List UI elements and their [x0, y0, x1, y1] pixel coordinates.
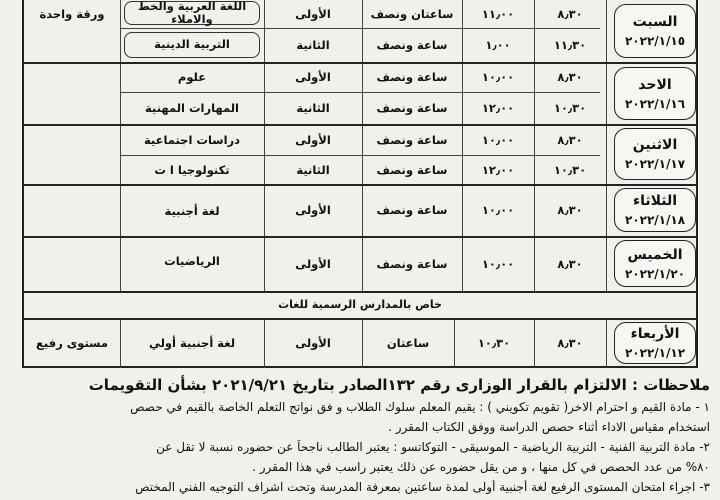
grid-line [606, 318, 607, 368]
duration: ساعة ونصف [376, 132, 448, 147]
duration: ساعتان [386, 336, 430, 350]
note-line: ٨٠% من عدد الحصص في كل منها ، و من يقل حضوره عن ذلك يعتبر راسب في هذا المقرر . [252, 460, 710, 474]
start-time: ٨٫٣٠ [557, 256, 583, 271]
start-time: ٨٫٣٠ [557, 7, 583, 21]
day-date: ٢٠٢٢/١/١٧ [624, 157, 686, 171]
duration: ساعة ونصف [376, 101, 448, 115]
period: الثانية [296, 38, 330, 52]
period: الأولى [295, 336, 331, 350]
notes-section [0, 370, 720, 500]
subject: المهارات المهنية [145, 101, 239, 115]
start-time: ١١٫٣٠ [553, 38, 587, 52]
period: الأولى [295, 203, 331, 217]
subject: اللغة العربية والخط والاملاء [124, 1, 260, 25]
day-cell [614, 322, 696, 364]
end-time: ١٠٫٠٠ [481, 256, 515, 271]
day-name: السبت [632, 14, 678, 30]
schedule-table [22, 0, 698, 368]
start-time: ٨٫٣٠ [557, 132, 583, 147]
subject: التربية الدينية [124, 32, 260, 58]
notes-title: ملاحظات : الالتزام بالقرار الوزارى رقم ١٣٢الصادر بتاريخ ٢٠٢١/٩/٢١ بشأن التقويمات [88, 376, 710, 394]
duration: ساعة ونصف [376, 203, 448, 217]
start-time: ٨٫٣٠ [557, 203, 583, 217]
subject: لغة أجنبية [164, 204, 220, 218]
duration: ساعة ونصف [376, 162, 448, 177]
end-time: ١٠٫٣٠ [477, 336, 511, 350]
end-time: ١٠٫٠٠ [481, 203, 515, 217]
language-schools-header: خاص بالمدارس الرسمية للغات [278, 298, 442, 311]
note-line: ٢- مادة التربية الفنية - التربية الرياضية - الموسيقى - التوكاتسو : يعتبر الطالب ناجحاً عن حضوره نسبة لا تقل عن [156, 440, 710, 454]
start-time: ١٠٫٣٠ [553, 162, 587, 177]
day-cell [614, 4, 696, 58]
subject: تكنولوجيا ا ت [154, 162, 230, 177]
start-time: ١٠٫٣٠ [553, 101, 587, 115]
day-date: ٢٠٢٢/١/١٨ [624, 213, 686, 227]
subject-note: ورقة واحدة [39, 7, 105, 21]
subject: لغة أجنبية أولي [148, 336, 236, 350]
subject: الرياضيات [164, 254, 220, 268]
period: الأولى [295, 256, 331, 271]
grid-line [120, 0, 121, 291]
end-time: ١٢٫٠٠ [481, 162, 515, 177]
level: مستوى رفيع [36, 336, 108, 350]
day-date: ٢٠٢٢/١/٢٠ [624, 266, 686, 281]
day-name: الخميس [627, 246, 683, 263]
day-name: الأربعاء [630, 326, 680, 342]
day-date: ٢٠٢٢/١/١٦ [624, 96, 686, 111]
end-time: ١١٫٠٠ [481, 7, 515, 21]
end-time: ١٠٫٠٠ [481, 132, 515, 147]
day-date: ٢٠٢٢/١/١٢ [624, 346, 686, 360]
day-name: الاثنين [632, 137, 678, 153]
start-time: ٨٫٣٠ [557, 336, 583, 350]
day-cell [614, 240, 696, 287]
note-line: ١ - مادة القيم و احترام الاخر( تقويم تكويني ) : يقيم المعلم سلوك الطلاب و فق نواتج التعلم الخاصة بالقيم في حصص [130, 400, 710, 414]
period: الثانية [296, 162, 330, 177]
duration: ساعة ونصف [376, 256, 448, 271]
day-cell [614, 128, 696, 180]
grid-line [120, 318, 121, 368]
period: الأولى [295, 70, 331, 84]
day-cell [614, 188, 696, 232]
duration: ساعة ونصف [376, 38, 448, 52]
subject: علوم [177, 70, 207, 84]
end-time: ١٢٫٠٠ [481, 101, 515, 115]
note-line: ٣- اجراء امتحان المستوى الرفيع لغة أجنبية أولى لمدة ساعتين بمعرفة المدرسة وتحت اشراف التوجيه الفني المختص [135, 480, 710, 494]
period: الأولى [295, 7, 331, 21]
day-cell [614, 67, 696, 120]
start-time: ٨٫٣٠ [557, 70, 583, 84]
period: الثانية [296, 101, 330, 115]
grid-line [606, 0, 607, 291]
note-line: استخدام مقياس الاداء أثناء حصص الدراسة ووفق الكتاب المقرر . [388, 420, 710, 434]
day-date: ٢٠٢٢/١/١٥ [624, 34, 686, 48]
duration: ساعتان ونصف [370, 7, 454, 21]
period: الأولى [295, 132, 331, 147]
day-name: الثلاثاء [632, 193, 678, 209]
duration: ساعة ونصف [376, 70, 448, 84]
day-name: الاحد [638, 76, 672, 93]
end-time: ١٠٫٠٠ [481, 70, 515, 84]
end-time: ١٫٠٠ [485, 38, 511, 52]
subject: دراسات اجتماعية [143, 132, 241, 147]
